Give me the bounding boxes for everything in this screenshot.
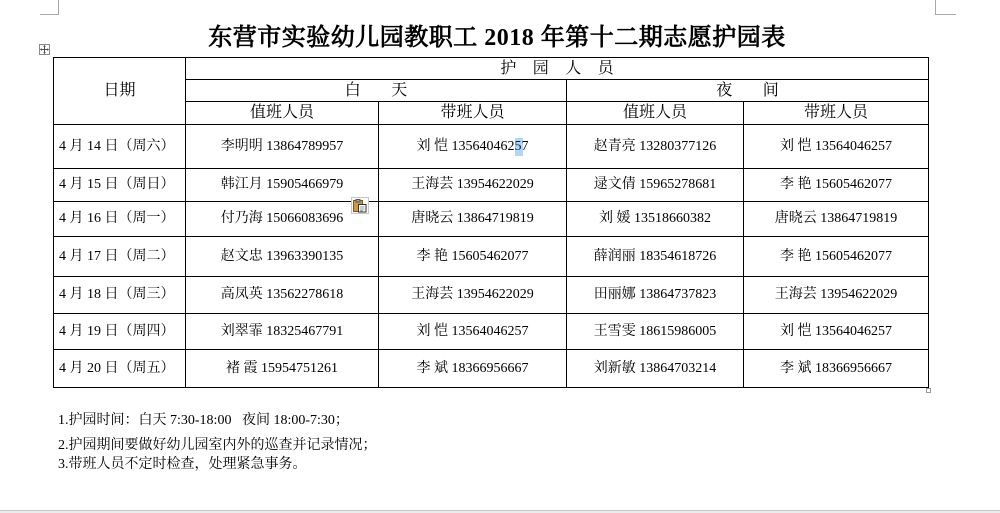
date-cell[interactable]: 4 月 15 日（周日）: [54, 169, 186, 202]
day-duty-cell[interactable]: 韩江月 15905466979: [186, 169, 379, 202]
day-duty-cell[interactable]: 刘翠霏 18325467791: [186, 314, 379, 350]
note-line[interactable]: 2.护园期间要做好幼儿园室内外的巡查并记录情况；: [58, 438, 377, 453]
day-lead-cell[interactable]: 刘 恺 13564046257: [379, 125, 567, 169]
night-lead-cell[interactable]: 唐晓云 13864719819: [744, 202, 929, 237]
header-row: [54, 80, 929, 102]
day-duty-cell[interactable]: 赵文忠 13963390135: [186, 237, 379, 277]
column-header-night-duty[interactable]: 值班人员: [567, 102, 744, 125]
note-line[interactable]: 3.带班人员不定时检查，处理紧急事务。: [58, 457, 307, 472]
table-row: [54, 237, 929, 277]
day-lead-cell[interactable]: 李 艳 15605462077: [379, 237, 567, 277]
night-duty-cell[interactable]: 刘新敏 13864703214: [567, 350, 744, 388]
day-lead-cell[interactable]: 王海芸 13954622029: [379, 169, 567, 202]
night-lead-cell[interactable]: 李 艳 15605462077: [744, 169, 929, 202]
day-lead-cell[interactable]: 刘 恺 13564046257: [379, 314, 567, 350]
day-duty-cell[interactable]: 褚 霞 15954751261: [186, 350, 379, 388]
column-header-night-lead[interactable]: 带班人员: [744, 102, 929, 125]
crop-mark-top-left: [58, 0, 59, 15]
crop-mark-top-right: [935, 14, 956, 15]
crop-mark-top-left: [40, 14, 59, 15]
date-cell[interactable]: 4 月 17 日（周二）: [54, 237, 186, 277]
night-lead-cell[interactable]: 李 艳 15605462077: [744, 237, 929, 277]
table-row: [54, 169, 929, 202]
day-duty-cell[interactable]: 付乃海 15066083696: [186, 202, 379, 237]
column-header-day-duty[interactable]: 值班人员: [186, 102, 379, 125]
night-duty-cell[interactable]: 刘 媛 13518660382: [567, 202, 744, 237]
crop-mark-top-right: [935, 0, 936, 15]
table-resize-handle-icon[interactable]: [926, 388, 931, 393]
night-lead-cell[interactable]: 刘 恺 13564046257: [744, 125, 929, 169]
date-cell[interactable]: 4 月 20 日（周五）: [54, 350, 186, 388]
day-lead-cell[interactable]: 唐晓云 13864719819: [379, 202, 567, 237]
day-lead-cell[interactable]: 李 斌 18366956667: [379, 350, 567, 388]
night-lead-cell[interactable]: 李 斌 18366956667: [744, 350, 929, 388]
date-cell[interactable]: 4 月 18 日（周三）: [54, 277, 186, 314]
night-lead-cell[interactable]: 刘 恺 13564046257: [744, 314, 929, 350]
day-duty-cell[interactable]: 李明明 13864789957: [186, 125, 379, 169]
night-duty-cell[interactable]: 逯文倩 15965278681: [567, 169, 744, 202]
daytime-header[interactable]: 白 天: [186, 80, 567, 102]
header-row: [54, 102, 929, 125]
day-lead-cell[interactable]: 王海芸 13954622029: [379, 277, 567, 314]
night-duty-cell[interactable]: 薛润丽 18354618726: [567, 237, 744, 277]
table-move-handle-icon[interactable]: [39, 44, 50, 55]
note-line[interactable]: 1.护园时间：白天 7:30-18:00 夜间 18:00-7:30；: [58, 413, 349, 428]
table-row: [54, 125, 929, 169]
date-cell[interactable]: 4 月 14 日（周六）: [54, 125, 186, 169]
date-cell[interactable]: 4 月 16 日（周一）: [54, 202, 186, 237]
night-lead-cell[interactable]: 王海芸 13954622029: [744, 277, 929, 314]
night-duty-cell[interactable]: 赵青亮 13280377126: [567, 125, 744, 169]
table-row: [54, 277, 929, 314]
volunteer-schedule-table: [53, 57, 929, 388]
table-row: [54, 350, 929, 388]
table-row: [54, 202, 929, 237]
guard-staff-header[interactable]: 护 园 人 员: [186, 58, 929, 80]
date-header[interactable]: 日期: [54, 58, 186, 125]
header-row: [54, 58, 929, 80]
date-cell[interactable]: 4 月 19 日（周四）: [54, 314, 186, 350]
paste-options-icon[interactable]: [351, 197, 369, 214]
column-header-day-lead[interactable]: 带班人员: [379, 102, 567, 125]
table-row: [54, 314, 929, 350]
day-duty-cell[interactable]: 高凤英 13562278618: [186, 277, 379, 314]
night-header[interactable]: 夜 间: [567, 80, 929, 102]
page-title[interactable]: 东营市实验幼儿园教职工 2018 年第十二期志愿护园表: [208, 25, 786, 51]
night-duty-cell[interactable]: 田丽娜 13864737823: [567, 277, 744, 314]
night-duty-cell[interactable]: 王雪雯 18615986005: [567, 314, 744, 350]
text-selection-highlight: [515, 138, 523, 156]
